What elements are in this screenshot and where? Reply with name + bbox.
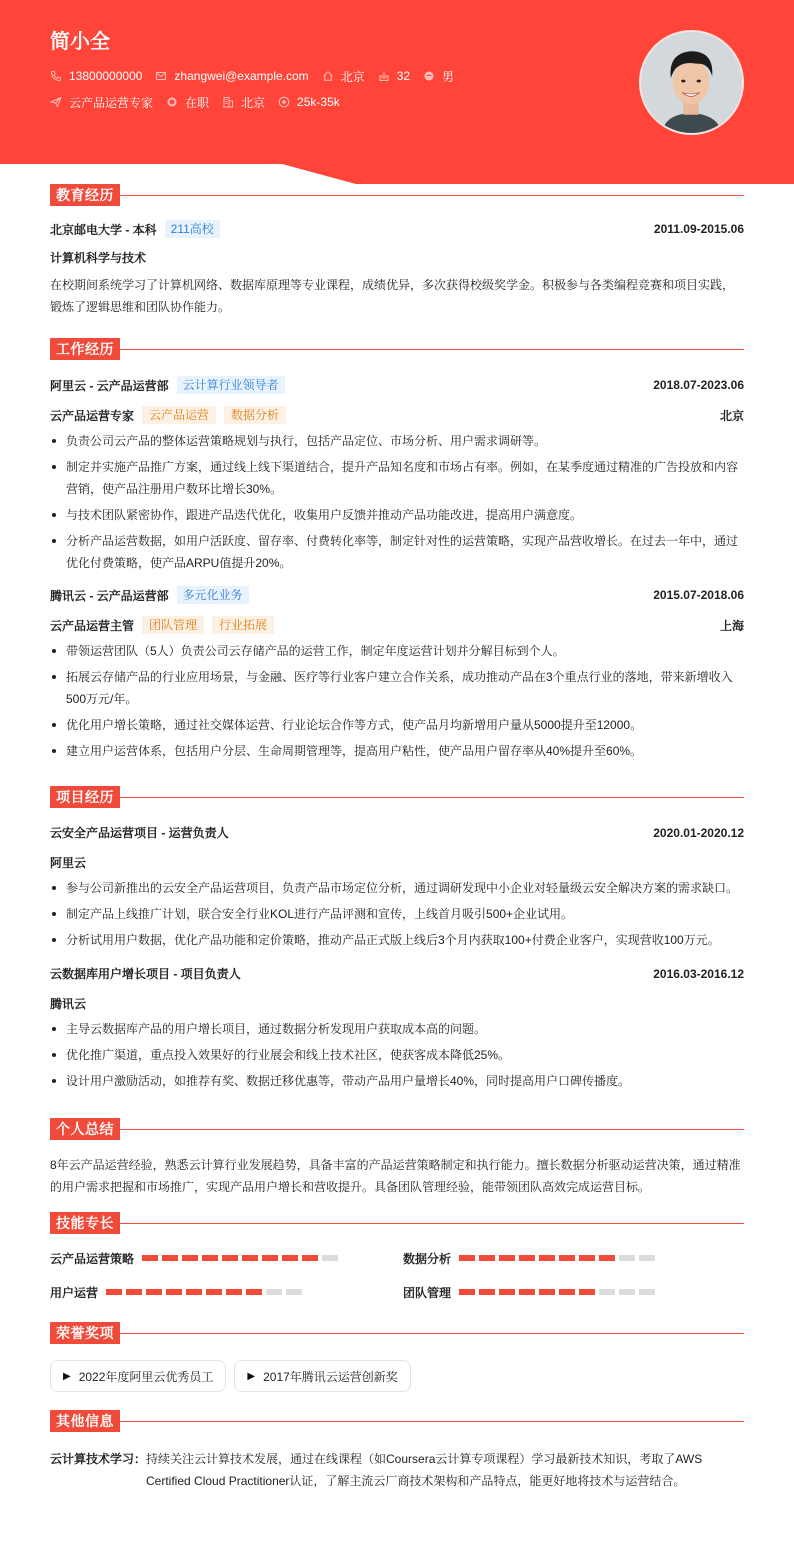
project-item bbox=[50, 965, 744, 1092]
skills-grid bbox=[50, 1250, 744, 1300]
skill-level-segment bbox=[246, 1289, 262, 1295]
awards-list bbox=[50, 1360, 744, 1392]
project-bullet: 设计用户激励活动，如推荐有奖、数据迁移优惠等，带动产品用户量增长40%，同时提高用户口碑传播度。 bbox=[50, 1070, 744, 1092]
skill-level-segment bbox=[559, 1255, 575, 1261]
project-org: 阿里云 bbox=[50, 856, 87, 870]
project-name: 云数据库用户增长项目 - 项目负责人 bbox=[50, 967, 241, 981]
position-title: 云产品运营主管 bbox=[50, 618, 135, 633]
job-intent-row bbox=[50, 94, 467, 110]
skill-level-segment bbox=[266, 1289, 282, 1295]
send-icon bbox=[50, 96, 62, 108]
section-divider bbox=[120, 1421, 744, 1422]
other-title-row bbox=[50, 1410, 744, 1432]
skill-level-bar bbox=[142, 1255, 342, 1261]
section-divider bbox=[120, 1223, 744, 1224]
email-item bbox=[155, 69, 308, 83]
skill-item bbox=[50, 1250, 403, 1266]
work-bullets bbox=[50, 640, 744, 762]
major: 计算机科学与技术 bbox=[50, 251, 147, 265]
work-bullet: 建立用户运营体系，包括用户分层、生命周期管理等，提高用户粘性，使产品用户留存率从40%提升至60%。 bbox=[50, 740, 744, 762]
skill-level-segment bbox=[222, 1255, 238, 1261]
skill-level-segment bbox=[166, 1289, 182, 1295]
skill-level-segment bbox=[599, 1289, 615, 1295]
section-title: 其他信息 bbox=[50, 1410, 120, 1432]
position-tag: 云产品运营 bbox=[142, 406, 216, 424]
skill-level-segment bbox=[282, 1255, 298, 1261]
skill-level-segment bbox=[262, 1255, 278, 1261]
skill-level-segment bbox=[162, 1255, 178, 1261]
skill-name: 云产品运营策略 bbox=[50, 1251, 135, 1266]
section-title: 项目经历 bbox=[50, 786, 120, 808]
project-header bbox=[50, 824, 744, 841]
work-company-row bbox=[50, 586, 744, 604]
project-org: 腾讯云 bbox=[50, 997, 87, 1011]
position-item bbox=[50, 94, 153, 111]
work-bullet: 带领运营团队（5人）负责公司云存储产品的运营工作，制定年度运营计划并分解目标到个人。 bbox=[50, 640, 744, 662]
work-title-row bbox=[50, 338, 744, 360]
skill-name: 用户运营 bbox=[50, 1285, 99, 1300]
header-content bbox=[50, 28, 467, 110]
education-description: 在校期间系统学习了计算机网络、数据库原理等专业课程，成绩优异，多次获得校级奖学金。积极参与各类编程竞赛和项目实践，锻炼了逻辑思维和团队协作能力。 bbox=[50, 278, 735, 314]
phone-item bbox=[50, 69, 142, 83]
skill-level-segment bbox=[579, 1289, 595, 1295]
candidate-name: 简小全 bbox=[50, 31, 110, 53]
skill-level-segment bbox=[202, 1255, 218, 1261]
education-item bbox=[50, 220, 744, 318]
award-item bbox=[234, 1360, 410, 1392]
skill-level-segment bbox=[559, 1289, 575, 1295]
projects-section bbox=[50, 786, 744, 1092]
play-icon: ▶ bbox=[63, 1370, 71, 1382]
skills-section bbox=[50, 1212, 744, 1300]
skill-level-segment bbox=[182, 1255, 198, 1261]
skill-level-segment bbox=[106, 1289, 122, 1295]
education-title-row bbox=[50, 184, 744, 206]
school-name: 北京邮电大学 - 本科 bbox=[50, 222, 157, 237]
avatar bbox=[639, 30, 744, 135]
company-tag: 云计算行业领导者 bbox=[177, 376, 285, 394]
age-item bbox=[378, 69, 410, 83]
skill-level-segment bbox=[146, 1289, 162, 1295]
work-city-item bbox=[222, 94, 265, 111]
skill-level-segment bbox=[286, 1289, 302, 1295]
work-location: 上海 bbox=[719, 618, 744, 633]
work-section bbox=[50, 338, 744, 762]
company-name: 腾讯云 - 云产品运营部 bbox=[50, 588, 169, 603]
other-section bbox=[50, 1410, 744, 1492]
salary-item bbox=[278, 95, 340, 109]
project-bullet: 参与公司新推出的云安全产品运营项目，负责产品市场定位分析，通过调研发现中小企业对轻量级云安全解决方案的需求缺口。 bbox=[50, 877, 744, 899]
work-bullet: 拓展云存储产品的行业应用场景，与金融、医疗等行业客户建立合作关系，成功推动产品在3个重点行业的落地，带来新增收入500万元/年。 bbox=[50, 666, 744, 710]
status-text: 在职 bbox=[185, 95, 210, 110]
home-icon bbox=[322, 70, 334, 82]
skill-level-segment bbox=[459, 1255, 475, 1261]
skill-level-segment bbox=[579, 1255, 595, 1261]
section-title: 荣誉奖项 bbox=[50, 1322, 120, 1344]
skill-level-segment bbox=[459, 1289, 475, 1295]
position-tag: 数据分析 bbox=[224, 406, 286, 424]
skill-level-segment bbox=[519, 1289, 535, 1295]
awards-title-row bbox=[50, 1322, 744, 1344]
age-text: 32 bbox=[396, 69, 411, 83]
work-location: 北京 bbox=[719, 408, 744, 423]
building-icon bbox=[222, 96, 234, 108]
work-bullet: 分析产品运营数据，如用户活跃度、留存率、付费转化率等，制定针对性的运营策略，实现产品营收增长。在过去一年中，通过优化付费策略，使产品ARPU值提升20%。 bbox=[50, 530, 744, 574]
skill-level-segment bbox=[639, 1255, 655, 1261]
skill-level-segment bbox=[322, 1255, 338, 1261]
company-name: 阿里云 - 云产品运营部 bbox=[50, 378, 169, 393]
section-title: 工作经历 bbox=[50, 338, 120, 360]
work-city-text: 北京 bbox=[241, 95, 266, 110]
resume-body bbox=[0, 184, 794, 1492]
position-title: 云产品运营专家 bbox=[50, 408, 135, 423]
skill-level-segment bbox=[126, 1289, 142, 1295]
work-position-row bbox=[50, 616, 744, 634]
awards-section bbox=[50, 1322, 744, 1392]
project-bullets bbox=[50, 877, 744, 951]
status-item bbox=[166, 94, 209, 111]
section-divider bbox=[120, 797, 744, 798]
skill-level-segment bbox=[499, 1255, 515, 1261]
summary-text: 8年云产品运营经验，熟悉云计算行业发展趋势，具备丰富的产品运营策略制定和执行能力。擅长数据分析驱动运营决策，通过精准的用户需求把握和市场推广，实现产品用户增长和营收提升。具备团队管理经验，能带领团队高效完成运营目标。 bbox=[50, 1158, 741, 1194]
skill-level-segment bbox=[599, 1255, 615, 1261]
project-date: 2016.03-2016.12 bbox=[653, 966, 744, 981]
position-tag: 行业拓展 bbox=[212, 616, 274, 634]
skill-level-segment bbox=[302, 1255, 318, 1261]
position-text: 云产品运营专家 bbox=[69, 95, 154, 110]
work-company-row bbox=[50, 376, 744, 394]
skill-level-segment bbox=[479, 1289, 495, 1295]
work-item bbox=[50, 376, 744, 574]
projects-title-row bbox=[50, 786, 744, 808]
mail-icon bbox=[155, 70, 167, 82]
work-position-row bbox=[50, 406, 744, 424]
project-date: 2020.01-2020.12 bbox=[653, 825, 744, 840]
work-date: 2015.07-2018.06 bbox=[653, 588, 744, 602]
salary-text: 25k-35k bbox=[297, 95, 340, 109]
summary-section bbox=[50, 1118, 744, 1198]
contact-row bbox=[50, 68, 467, 84]
award-item bbox=[50, 1360, 226, 1392]
company-tag: 多元化业务 bbox=[177, 586, 249, 604]
skill-level-bar bbox=[459, 1289, 659, 1295]
skill-level-segment bbox=[226, 1289, 242, 1295]
skill-level-segment bbox=[142, 1255, 158, 1261]
award-text: 2022年度阿里云优秀员工 bbox=[78, 1369, 214, 1384]
skill-level-segment bbox=[242, 1255, 258, 1261]
city-text: 北京 bbox=[340, 69, 365, 84]
status-icon bbox=[166, 96, 178, 108]
project-bullet: 主导云数据库产品的用户增长项目，通过数据分析发现用户获取成本高的问题。 bbox=[50, 1018, 744, 1040]
avatar-photo bbox=[641, 32, 742, 133]
resume-header bbox=[0, 0, 794, 184]
skill-level-segment bbox=[479, 1255, 495, 1261]
work-bullet: 负责公司云产品的整体运营策略规划与执行，包括产品定位、市场分析、用户需求调研等。 bbox=[50, 430, 744, 452]
work-bullet: 制定并实施产品推广方案，通过线上线下渠道结合，提升产品知名度和市场占有率。例如，在某季度通过精准的广告投放和内容营销，使产品注册用户数环比增长30%。 bbox=[50, 456, 744, 500]
gender-icon bbox=[423, 70, 435, 82]
skill-level-segment bbox=[186, 1289, 202, 1295]
project-bullet: 分析试用用户数据，优化产品功能和定价策略，推动产品正式版上线后3个月内获取100+付费企业客户，实现营收100万元。 bbox=[50, 929, 744, 951]
award-text: 2017年腾讯云运营创新奖 bbox=[263, 1369, 398, 1384]
section-divider bbox=[120, 195, 744, 196]
skill-level-segment bbox=[619, 1255, 635, 1261]
skills-title-row bbox=[50, 1212, 744, 1234]
section-title: 教育经历 bbox=[50, 184, 120, 206]
gender-item bbox=[423, 68, 454, 85]
project-item bbox=[50, 824, 744, 951]
section-divider bbox=[120, 1333, 744, 1334]
skill-level-segment bbox=[539, 1255, 555, 1261]
cake-icon bbox=[378, 70, 390, 82]
work-bullet: 优化用户增长策略，通过社交媒体运营、行业论坛合作等方式，使产品月均新增用户量从5000提升至12000。 bbox=[50, 714, 744, 736]
city-item bbox=[322, 68, 365, 85]
project-name: 云安全产品运营项目 - 运营负责人 bbox=[50, 826, 229, 840]
other-text: 持续关注云计算技术发展，通过在线课程（如Coursera云计算专项课程）学习最新技术知识，考取了AWS Certified Cloud Practitioner认证，了解主流云厂商技术架构和产品特点，能更好地将技术与运营结合。 bbox=[146, 1452, 703, 1488]
education-date: 2011.09-2015.06 bbox=[653, 222, 744, 236]
project-header bbox=[50, 965, 744, 982]
skill-level-segment bbox=[499, 1289, 515, 1295]
skill-level-segment bbox=[519, 1255, 535, 1261]
skill-level-bar bbox=[106, 1289, 306, 1295]
education-section bbox=[50, 184, 744, 318]
section-divider bbox=[120, 349, 744, 350]
skill-level-segment bbox=[539, 1289, 555, 1295]
education-header bbox=[50, 220, 744, 238]
school-tag: 211高校 bbox=[165, 220, 220, 238]
position-tag: 团队管理 bbox=[142, 616, 204, 634]
skill-item bbox=[50, 1284, 403, 1300]
section-title: 个人总结 bbox=[50, 1118, 120, 1140]
section-divider bbox=[120, 1129, 744, 1130]
skill-name: 数据分析 bbox=[403, 1251, 452, 1266]
project-bullet: 制定产品上线推广计划，联合安全行业KOL进行产品评测和宣传，上线首月吸引500+企业试用。 bbox=[50, 903, 744, 925]
other-item bbox=[50, 1448, 744, 1492]
skill-level-bar bbox=[459, 1255, 659, 1261]
skill-level-segment bbox=[619, 1289, 635, 1295]
skill-level-segment bbox=[639, 1289, 655, 1295]
work-item bbox=[50, 586, 744, 762]
phone-text: 13800000000 bbox=[69, 69, 143, 83]
summary-title-row bbox=[50, 1118, 744, 1140]
project-bullet: 优化推广渠道，重点投入效果好的行业展会和线上技术社区，使获客成本降低25%。 bbox=[50, 1044, 744, 1066]
skill-item bbox=[403, 1250, 744, 1266]
phone-icon bbox=[50, 70, 62, 82]
email-text: zhangwei@example.com bbox=[174, 69, 309, 83]
skill-name: 团队管理 bbox=[403, 1285, 452, 1300]
skill-level-segment bbox=[206, 1289, 222, 1295]
project-bullets bbox=[50, 1018, 744, 1092]
work-bullets bbox=[50, 430, 744, 574]
play-icon: ▶ bbox=[247, 1370, 256, 1382]
salary-icon bbox=[278, 96, 290, 108]
gender-text: 男 bbox=[442, 69, 455, 84]
work-bullet: 与技术团队紧密协作，跟进产品迭代优化，收集用户反馈并推动产品功能改进，提高用户满意度。 bbox=[50, 504, 744, 526]
section-title: 技能专长 bbox=[50, 1212, 120, 1234]
skill-item bbox=[403, 1284, 744, 1300]
other-label: 云计算技术学习： bbox=[50, 1452, 147, 1466]
work-date: 2018.07-2023.06 bbox=[653, 378, 744, 392]
